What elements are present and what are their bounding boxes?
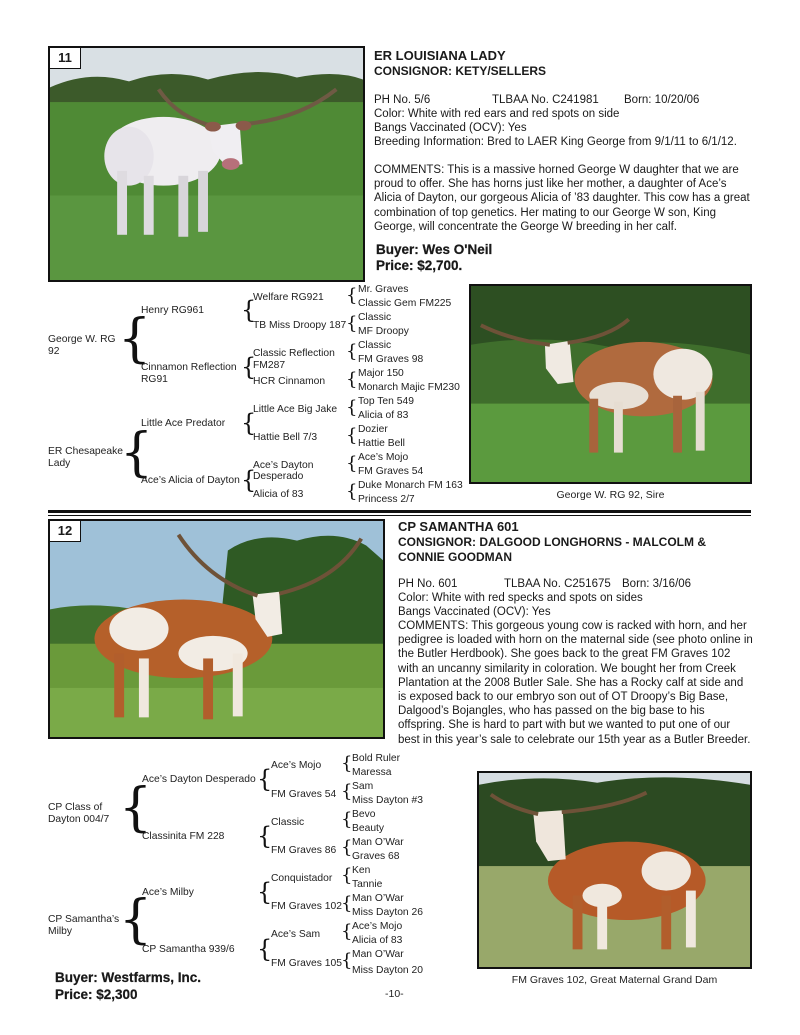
lot11-gen4-10: Alicia of 83 <box>358 410 409 421</box>
lot11-brace-g2-3: { <box>241 409 257 437</box>
lot12-gen2-2: Classinita FM 228 <box>142 831 225 842</box>
lot12-gen4-7: Man O’War <box>352 837 404 848</box>
lot12-gen4-16: Miss Dayton 20 <box>352 965 423 976</box>
lot12-gen3-5: Conquistador <box>271 873 333 884</box>
lot11-gen3-8: Alicia of 83 <box>253 489 304 500</box>
lot11-gen4-3: Classic <box>358 312 392 323</box>
lot12-brace-g3-3: { <box>341 809 353 830</box>
lot12-brace-g2-2: { <box>257 822 273 850</box>
lot11-brace-g3-3: { <box>346 341 358 362</box>
lot12-gen4-4: Miss Dayton #3 <box>352 795 423 806</box>
lot12-gen3-8: FM Graves 105 <box>271 958 342 969</box>
lot11-gen4-2: Classic Gem FM225 <box>358 298 452 309</box>
lot11-gen4-15: Duke Monarch FM 163 <box>358 480 463 491</box>
lot11-gen4-11: Dozier <box>358 424 388 435</box>
lot12-gen3-7: Ace’s Sam <box>271 929 321 940</box>
lot11-gen4-14: FM Graves 54 <box>358 466 424 477</box>
lot12-gen4-9: Ken <box>352 865 371 876</box>
lot11-gen2-1: Henry RG961 <box>141 305 204 316</box>
lot11-sire-caption: George W. RG 92, Sire <box>556 489 665 501</box>
lot11-name: ER LOUISIANA LADY <box>374 48 506 63</box>
lot12-gen4-15: Man O’War <box>352 949 404 960</box>
lot11-bangs: Bangs Vaccinated (OCV): Yes <box>374 122 527 134</box>
lot11-gen4-8: Monarch Majic FM230 <box>358 382 460 393</box>
lot11-brace-g2-2: { <box>241 353 257 381</box>
lot12-gen4-6: Beauty <box>352 823 385 834</box>
lot12-brace-g2-3: { <box>257 878 273 906</box>
lot11-cow-photo <box>48 46 365 282</box>
lot11-gen2-4: Ace’s Alicia of Dayton <box>141 475 240 486</box>
lot12-gen3-4: FM Graves 86 <box>271 845 337 856</box>
lot11-brace-g2-4: { <box>241 466 257 494</box>
lot11-gen4-12: Hattie Bell <box>358 438 405 449</box>
lot11-breeding: Breeding Information: Bred to LAER King George from 9/1/11 to 6/1/12. <box>374 136 737 148</box>
lot11-brace-g3-6: { <box>346 425 358 446</box>
lot11-color: Color: White with red ears and red spots on side <box>374 108 620 120</box>
lot12-gen4-2: Maressa <box>352 767 392 778</box>
lot11-brace-g3-2: { <box>346 313 358 334</box>
lot12-comments: COMMENTS: This gorgeous young cow is racked with horn, and her pedigree is loaded with horn on the maternal side (see photo online in the Butler Herdbook). She goes back to the great FM Graves 102 with an uncanny similarity in coloration. We bought her from Creek Plantation at the 2008 Butler Sale. She has a Rocky calf at side and is exposed back to our embryo son out of OT Droopy’s Big Base, Dalgood’s Bojangles, who has passed on the big base to his offspring. She is hard to part with but we wanted to put one of our best in this year’s sale to celebrate our 15th year as a Butler Breeder. <box>398 620 753 746</box>
lot11-gen4-4: MF Droopy <box>358 326 409 337</box>
lot12-gen3-3: Classic <box>271 817 305 828</box>
lot12-gen3-2: FM Graves 54 <box>271 789 337 800</box>
lot11-ph: PH No. 5/6 <box>374 94 431 106</box>
lot12-ped-sire: CP Class of Dayton 004/7 <box>48 802 110 825</box>
lot12-gen2-1: Ace’s Dayton Desperado <box>142 774 256 785</box>
lot11-brace-sire: { <box>118 309 152 369</box>
lot12-gen4-8: Graves 68 <box>352 851 400 862</box>
lot12-gen4-14: Alicia of 83 <box>352 935 403 946</box>
lot12-gen2-3: Ace’s Milby <box>142 887 194 898</box>
lot11-gen3-4: HCR Cinnamon <box>253 376 326 387</box>
lot11-gen3-5: Little Ace Big Jake <box>253 404 338 415</box>
lot12-brace-g2-4: { <box>257 935 273 963</box>
lot12-gen4-1: Bold Ruler <box>352 753 401 764</box>
lot12-brace-g3-1: { <box>341 753 353 774</box>
lot11-gen4-9: Top Ten 549 <box>358 396 414 407</box>
lot11-sire-photo <box>469 284 752 484</box>
lot12-gen3-1: Ace’s Mojo <box>271 760 322 771</box>
lot12-dam-caption: FM Graves 102, Great Maternal Grand Dam <box>511 974 718 986</box>
lot12-gen4-5: Bevo <box>352 809 376 820</box>
lot12-gen4-12: Miss Dayton 26 <box>352 907 423 918</box>
lot12-brace-g3-2: { <box>341 781 353 802</box>
lot12-gen4-10: Tannie <box>352 879 383 890</box>
lot12-brace-g3-7: { <box>341 921 353 942</box>
lot11-gen2-2: Cinnamon Reflection RG91 <box>141 362 237 385</box>
lot11-gen3-7: Ace’s Dayton Desperado <box>253 460 314 482</box>
lot12-price: Price: $2,300 <box>55 987 138 1002</box>
lot11-brace-dam: { <box>120 423 154 483</box>
lot12-brace-g3-5: { <box>341 865 353 886</box>
lot11-comments: COMMENTS: This is a massive horned George W daughter that we are proud to offer. She has horns just like her mother, a daughter of Ace’s Alicia of Dayton, our gorgeous Alicia of ’83 daughter. This cow has a great combination of top genetics. Her mating to our George W son, King George, will concentrate the George W breeding in her calf. <box>374 164 750 233</box>
lot11-buyer: Buyer: Wes O'Neil <box>376 242 493 257</box>
lot11-gen4-6: FM Graves 98 <box>358 354 424 365</box>
lot11-consignor: CONSIGNOR: KETY/SELLERS <box>374 64 547 78</box>
lot12-name: CP SAMANTHA 601 <box>398 519 519 534</box>
lot11-tlbaa: TLBAA No. C241981 <box>492 94 599 106</box>
lot12-color: Color: White with red specks and spots on sides <box>398 592 643 604</box>
lot12-gen4-3: Sam <box>352 781 374 792</box>
lot12-cow-photo <box>48 519 385 739</box>
lot12-brace-g3-6: { <box>341 893 353 914</box>
lot12-number: 12 <box>50 521 81 542</box>
lot12-brace-sire: { <box>119 778 153 838</box>
lot11-gen4-1: Mr. Graves <box>358 284 409 295</box>
lot11-number: 11 <box>50 48 81 69</box>
lot12-ph: PH No. 601 <box>398 578 458 590</box>
lot11-brace-g3-8: { <box>346 481 358 502</box>
lot11-gen3-1: Welfare RG921 <box>253 292 324 303</box>
lot11-brace-g3-7: { <box>346 453 358 474</box>
lot11-brace-g2-1: { <box>241 296 257 324</box>
lot12-born: Born: 3/16/06 <box>622 578 692 590</box>
page-number: -10- <box>385 988 404 1000</box>
lot11-brace-g3-1: { <box>346 285 358 306</box>
lot12-dam-photo <box>477 771 752 969</box>
lot12-tlbaa: TLBAA No. C251675 <box>504 578 611 590</box>
lot11-gen2-3: Little Ace Predator <box>141 418 226 429</box>
lot12-brace-g3-8: { <box>341 950 353 971</box>
lot12-gen4-11: Man O’War <box>352 893 404 904</box>
lot11-ped-sire: George W. RG 92 <box>48 334 116 357</box>
lot12-gen3-6: FM Graves 102 <box>271 901 342 912</box>
lot12-brace-g2-1: { <box>257 765 273 793</box>
lot12-ped-dam: CP Samantha’s Milby <box>48 914 120 937</box>
lot12-brace-g3-4: { <box>341 837 353 858</box>
lot11-gen3-6: Hattie Bell 7/3 <box>253 432 318 443</box>
lot11-brace-g3-5: { <box>346 397 358 418</box>
lot11-gen4-5: Classic <box>358 340 392 351</box>
lot12-brace-dam: { <box>119 890 153 950</box>
lot11-gen3-2: TB Miss Droopy 187 <box>253 320 347 331</box>
lot11-ped-dam: ER Chesapeake Lady <box>48 446 123 469</box>
lot11-gen3-3: Classic Reflection FM287 <box>253 348 335 371</box>
lot11-gen4-16: Princess 2/7 <box>358 494 415 505</box>
lot11-gen4-7: Major 150 <box>358 368 404 379</box>
lot11-price: Price: $2,700. <box>376 258 463 273</box>
section-divider-thick <box>48 510 751 513</box>
lot12-gen4-13: Ace’s Mojo <box>352 921 403 932</box>
section-divider-thin <box>48 515 751 516</box>
lot12-consignor: CONSIGNOR: DALGOOD LONGHORNS - MALCOLM & CONNIE GOODMAN <box>398 535 706 564</box>
lot11-gen4-13: Ace’s Mojo <box>358 452 409 463</box>
lot11-brace-g3-4: { <box>346 369 358 390</box>
lot12-bangs: Bangs Vaccinated (OCV): Yes <box>398 606 551 618</box>
lot12-gen2-4: CP Samantha 939/6 <box>142 944 235 955</box>
lot11-born: Born: 10/20/06 <box>624 94 700 106</box>
lot12-buyer: Buyer: Westfarms, Inc. <box>55 970 202 985</box>
